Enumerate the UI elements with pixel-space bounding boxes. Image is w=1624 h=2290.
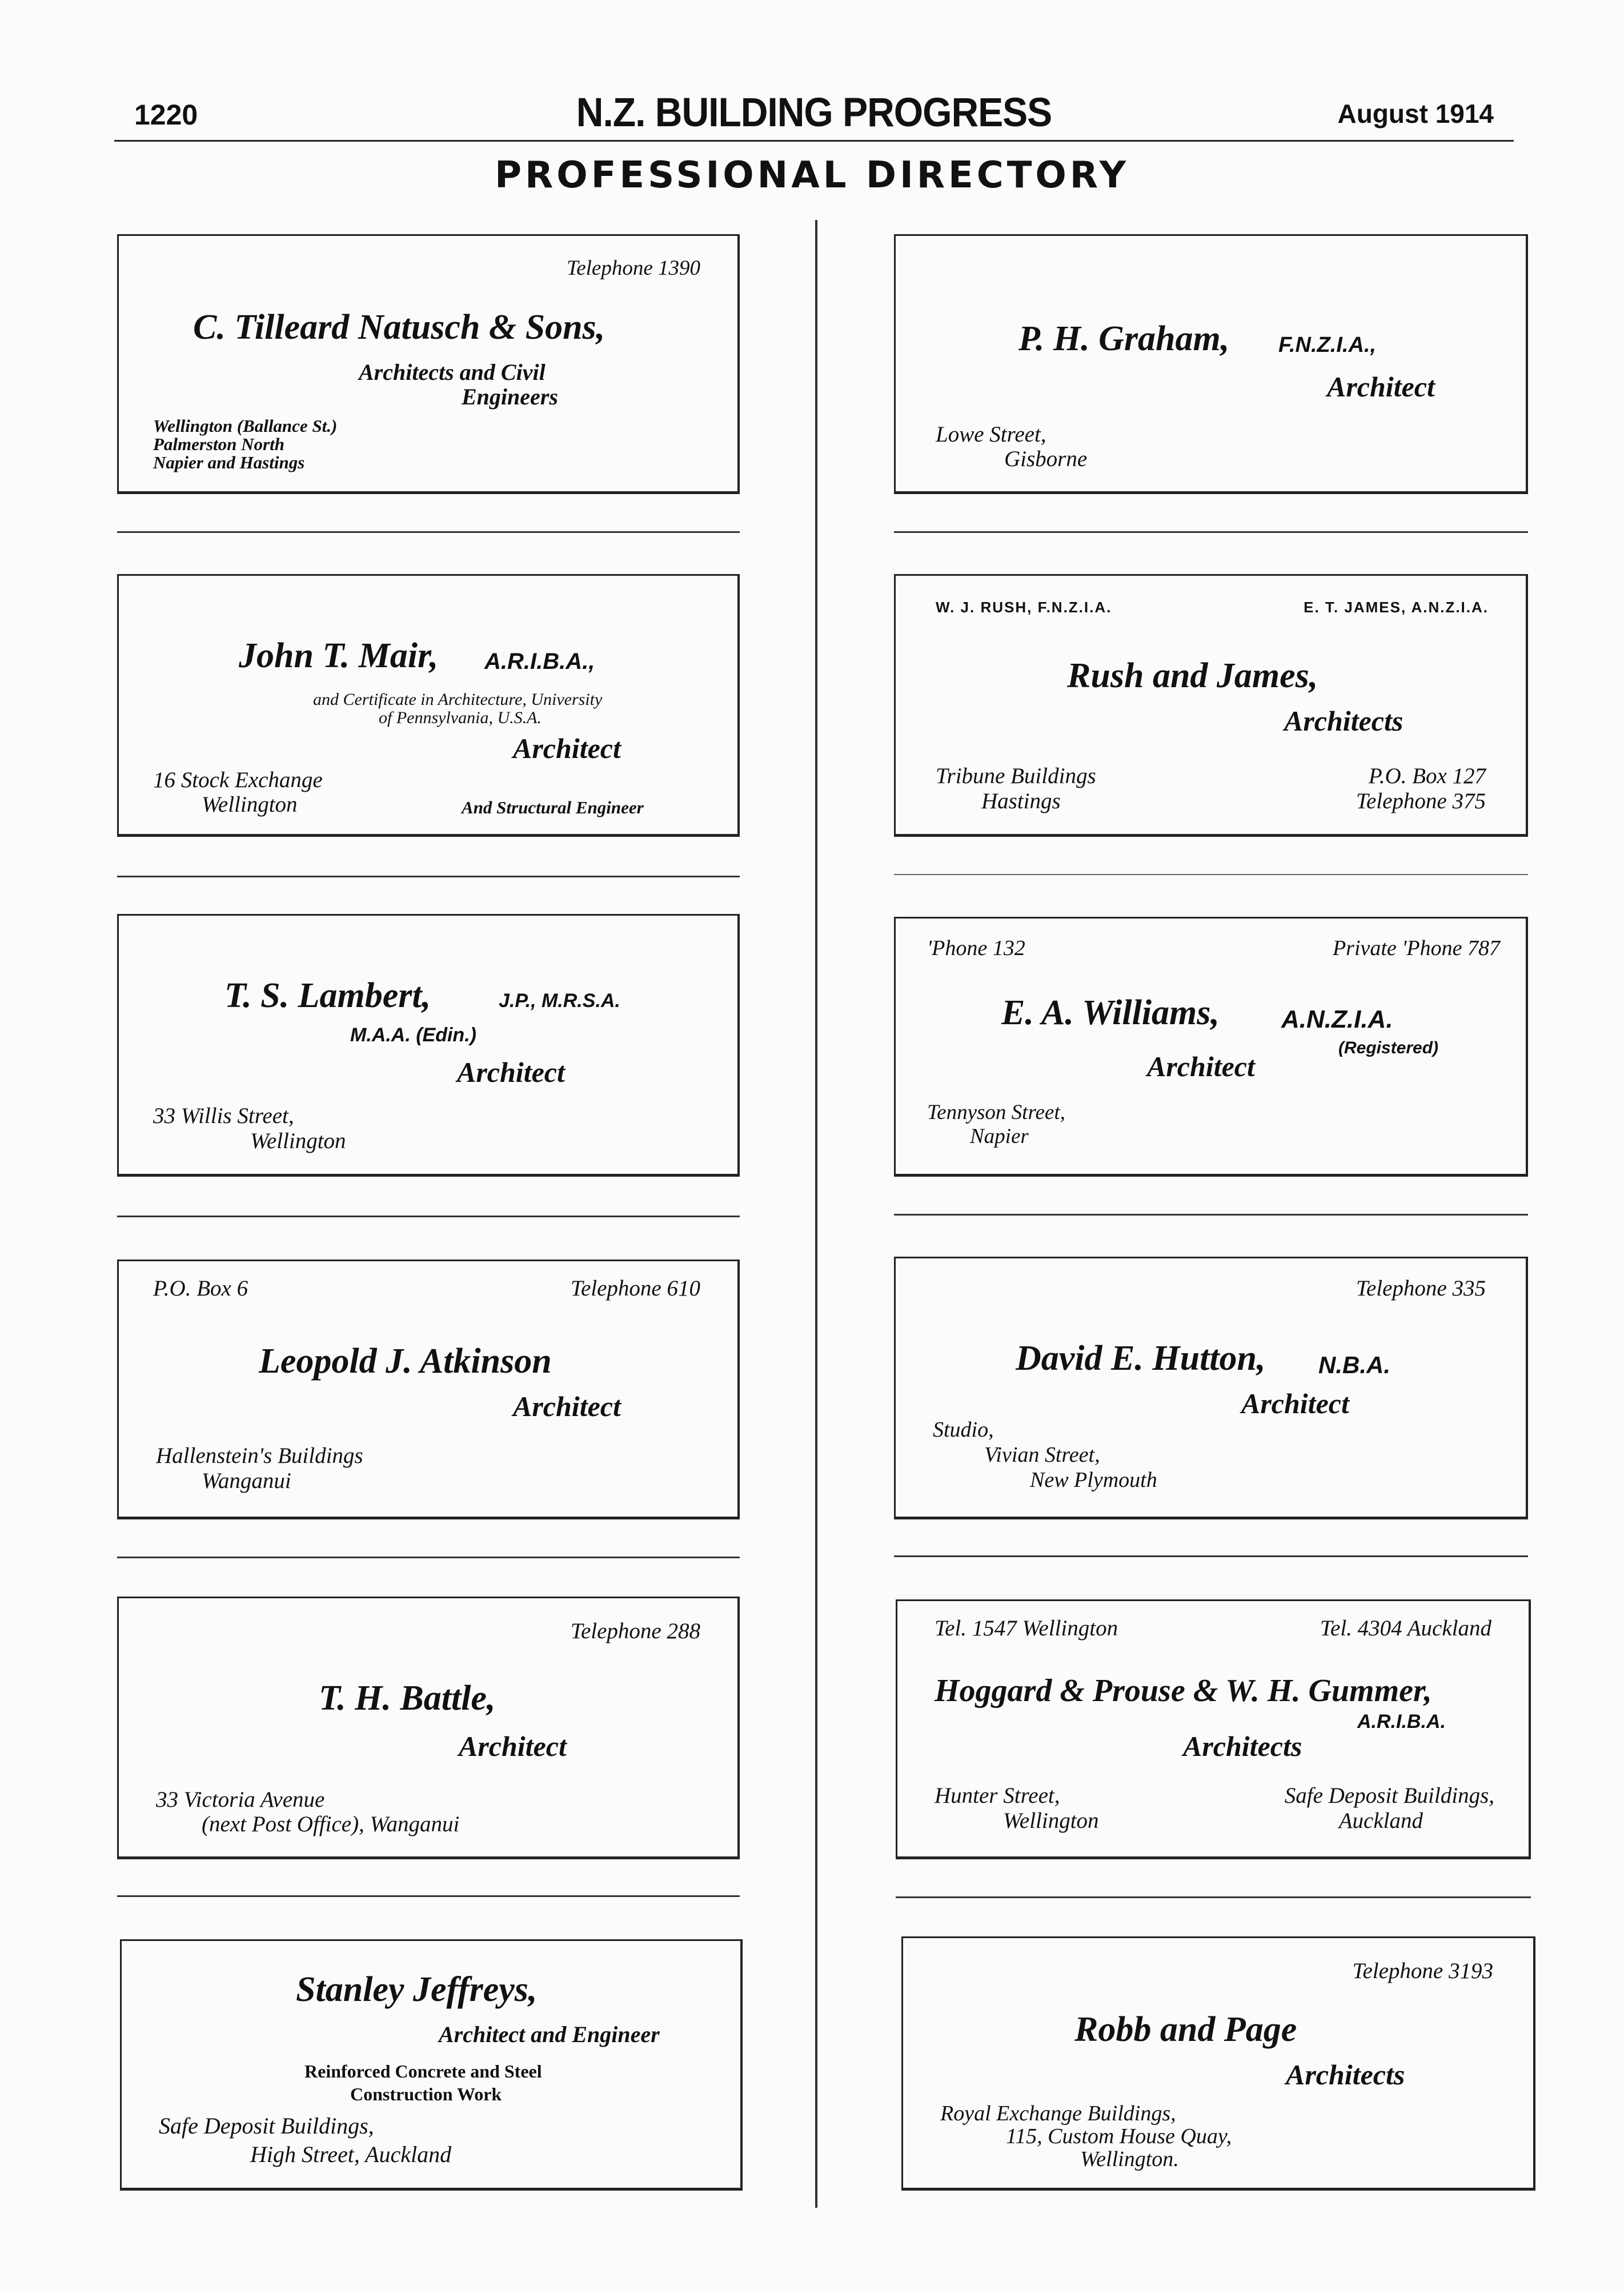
address-line-1: Tennyson Street, [927, 1101, 1065, 1124]
firm-name: C. Tilleard Natusch & Sons, [193, 308, 606, 347]
header-rule [114, 140, 1514, 142]
certificate-line-2: of Pennsylvania, U.S.A. [379, 708, 542, 727]
listing-card-natusch [117, 234, 740, 494]
address-line-2: Gisborne [1004, 447, 1088, 471]
registered-note: (Registered) [1338, 1038, 1439, 1057]
page-number: 1220 [134, 99, 198, 131]
role: Architect [457, 1056, 565, 1088]
credentials: A.N.Z.I.A. [1281, 1005, 1393, 1033]
firm-name: Hoggard & Prouse & W. H. Gummer, [935, 1673, 1432, 1709]
telephone: Telephone 335 [1356, 1276, 1486, 1301]
telephone: Telephone 1390 [567, 256, 700, 280]
credentials: A.R.I.B.A. [1357, 1711, 1446, 1732]
credentials: A.R.I.B.A., [484, 649, 595, 674]
address-line-3: Wellington. [1080, 2147, 1179, 2171]
address-line-1: Studio, [933, 1418, 994, 1442]
firm-name: David E. Hutton, [1016, 1339, 1266, 1378]
separator-rule [894, 874, 1528, 875]
firm-name: Leopold J. Atkinson [259, 1342, 552, 1381]
credentials: F.N.Z.I.A., [1278, 333, 1376, 357]
credentials: N.B.A. [1318, 1351, 1390, 1378]
address-line-2: Napier [970, 1125, 1029, 1148]
separator-rule [894, 1555, 1528, 1557]
address-line-2: Wanganui [202, 1469, 291, 1493]
page-header [117, 86, 1511, 140]
role-line-1: Architects and Civil [359, 359, 546, 385]
role: Architects [1286, 2059, 1405, 2091]
separator-rule [117, 1557, 740, 1558]
listing-card-battle [117, 1597, 740, 1859]
address-line-3: New Plymouth [1030, 1468, 1157, 1492]
listing-card-graham [894, 234, 1528, 494]
address-line-2: (next Post Office), Wanganui [202, 1812, 460, 1836]
address-line-2: 115, Custom House Quay, [1006, 2124, 1232, 2148]
role: Architects [1183, 1730, 1302, 1762]
telephone: Telephone 375 [1356, 789, 1486, 813]
role-line-2: Engineers [462, 384, 558, 410]
address-line-3: Napier and Hastings [153, 452, 305, 472]
listing-card-robb-page [901, 1936, 1535, 2191]
listing-card-mair [117, 574, 740, 837]
listing-card-hoggard-prouse-gummer [896, 1599, 1531, 1859]
address-line-1: Hunter Street, [935, 1783, 1060, 1808]
address-line-2: Wellington [250, 1129, 346, 1153]
address-line-1: Hallenstein's Buildings [156, 1443, 363, 1468]
address-line-1: Lowe Street, [936, 422, 1046, 447]
speciality-line-1: Reinforced Concrete and Steel [304, 2061, 542, 2082]
address-line-1: Tribune Buildings [936, 764, 1096, 788]
address-line-3: Safe Deposit Buildings, [1284, 1783, 1494, 1808]
role: Architects [1284, 705, 1404, 737]
separator-rule [896, 1896, 1531, 1898]
role: Architect [1241, 1387, 1349, 1419]
po-box: P.O. Box 127 [1368, 764, 1486, 788]
column-divider [815, 220, 817, 2208]
role: Architect [1327, 371, 1435, 403]
firm-name: T. H. Battle, [319, 1679, 496, 1718]
address-line-1: 16 Stock Exchange [153, 768, 323, 792]
credentials-2: M.A.A. (Edin.) [350, 1024, 476, 1046]
role: Architect [513, 732, 621, 764]
firm-name: Robb and Page [1074, 2010, 1297, 2049]
address-line-1: Safe Deposit Buildings, [159, 2113, 374, 2139]
telephone-auckland: Tel. 4304 Auckland [1320, 1616, 1491, 1641]
role: Architect [459, 1730, 567, 1762]
address-line-4: Auckland [1338, 1808, 1423, 1833]
telephone: Telephone 288 [570, 1619, 700, 1643]
journal-title: N.Z. BUILDING PROGRESS [576, 89, 1052, 135]
role: Architect [513, 1390, 621, 1422]
address-line-1: Royal Exchange Buildings, [940, 2101, 1176, 2125]
extra-role: And Structural Engineer [462, 797, 644, 817]
telephone: Telephone 610 [570, 1276, 700, 1301]
telephone-wellington: Tel. 1547 Wellington [935, 1616, 1118, 1641]
issue-date: August 1914 [1337, 99, 1494, 129]
address-line-2: Wellington [1003, 1808, 1099, 1833]
separator-rule [894, 531, 1528, 533]
address-line-2: High Street, Auckland [250, 2141, 452, 2167]
address-line-2: Wellington [202, 792, 298, 817]
separator-rule [894, 1214, 1528, 1216]
address-line-2: Vivian Street, [984, 1443, 1100, 1467]
separator-rule [117, 1895, 740, 1897]
address-line-1: Wellington (Ballance St.) [153, 416, 338, 436]
address-line-1: 33 Willis Street, [153, 1104, 294, 1128]
firm-name: Rush and James, [1067, 656, 1318, 695]
listing-card-jeffreys [120, 1939, 743, 2191]
role: Architect and Engineer [439, 2022, 660, 2047]
certificate-line-1: and Certificate in Architecture, University [313, 690, 603, 709]
telephone: Telephone 3193 [1352, 1959, 1493, 1983]
listing-card-atkinson [117, 1260, 740, 1519]
address-line-2: Palmerston North [153, 434, 284, 454]
partner-1: W. J. RUSH, F.N.Z.I.A. [936, 599, 1112, 616]
firm-name: John T. Mair, [239, 636, 439, 675]
firm-name: E. A. Williams, [1001, 993, 1220, 1032]
firm-name: P. H. Graham, [1018, 319, 1230, 358]
address-line-1: 33 Victoria Avenue [156, 1787, 325, 1812]
separator-rule [117, 876, 740, 877]
address-line-2: Hastings [981, 789, 1061, 813]
role: Architect [1147, 1050, 1255, 1082]
separator-rule [117, 1216, 740, 1217]
listing-card-lambert [117, 914, 740, 1177]
listing-card-hutton [894, 1257, 1528, 1519]
listing-card-rush-james [894, 574, 1528, 837]
phone: 'Phone 132 [927, 936, 1025, 960]
credentials: J.P., M.R.S.A. [499, 990, 620, 1012]
firm-name: Stanley Jeffreys, [296, 1970, 538, 2009]
listing-card-williams [894, 917, 1528, 1177]
separator-rule [117, 531, 740, 533]
partner-2: E. T. JAMES, A.N.Z.I.A. [1304, 599, 1489, 616]
private-phone: Private 'Phone 787 [1332, 936, 1500, 960]
speciality-line-2: Construction Work [350, 2084, 502, 2104]
firm-name: T. S. Lambert, [224, 976, 431, 1015]
section-title: PROFESSIONAL DIRECTORY [495, 154, 1129, 196]
po-box: P.O. Box 6 [153, 1276, 248, 1301]
